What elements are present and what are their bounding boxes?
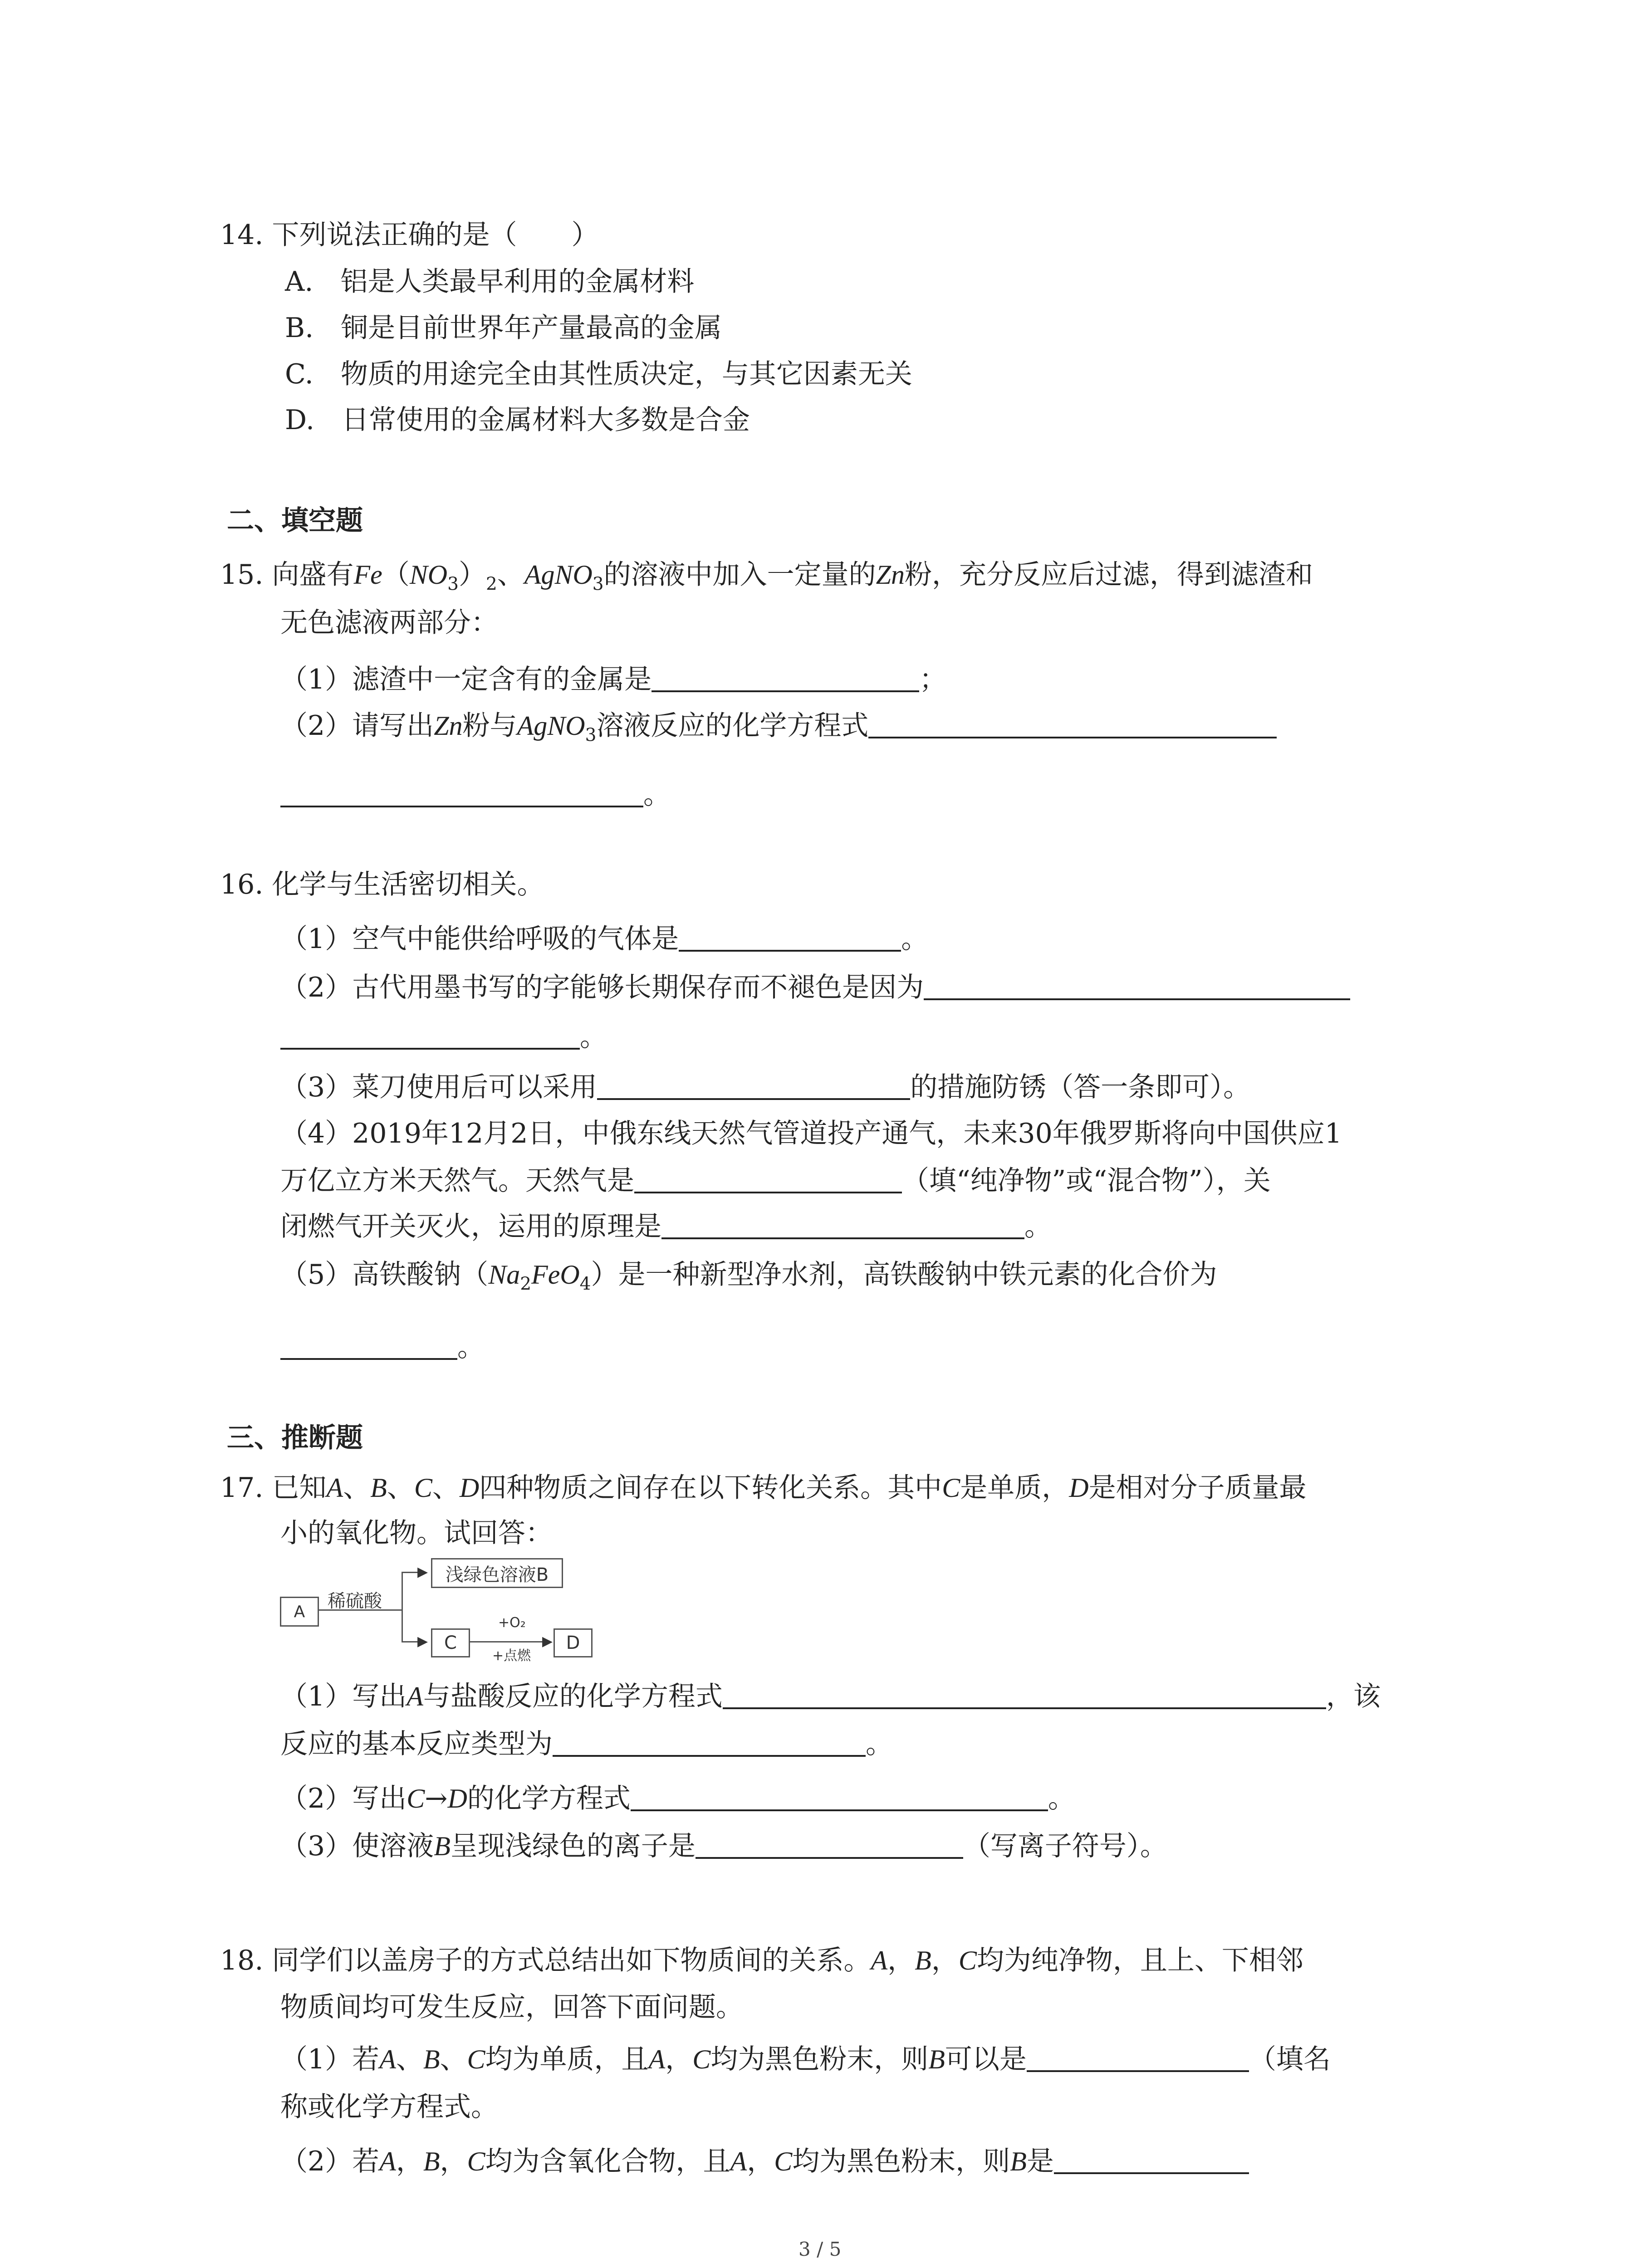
- q18-line2: 物质间均可发生反应，回答下面问题。: [280, 1991, 743, 2023]
- q16-blank-4a[interactable]: [634, 1169, 902, 1193]
- q16-part1: （1）空气中能供给呼吸的气体是 。: [280, 923, 929, 955]
- q14-option-a: A. 铝是人类最早利用的金属材料: [285, 266, 695, 298]
- q17-part2: （2）写出C→D的化学方程式 。: [280, 1783, 1075, 1814]
- q16-part4-line2: 万亿立方米天然气。天然气是 （填“纯净物”或“混合物”），关: [280, 1165, 1271, 1197]
- q18-part1-line2: 称或化学方程式。: [280, 2091, 498, 2123]
- diagram-arrow-d: [469, 1641, 548, 1642]
- q17-blank-1a[interactable]: [723, 1685, 1326, 1709]
- q16-part4-line3: 闭燃气开关灭火，运用的原理是 。: [280, 1211, 1052, 1242]
- diagram-reagent-label: 稀硫酸: [328, 1591, 382, 1612]
- q14-option-c: C. 物质的用途完全由其性质决定，与其它因素无关: [285, 358, 912, 390]
- diagram-condition-top: +O₂: [498, 1615, 526, 1631]
- q14-stem: 14. 下列说法正确的是（ ）: [220, 219, 599, 251]
- q16-blank-3[interactable]: [597, 1075, 910, 1100]
- q15-line1: 15. 向盛有$Fe(NO_3)_2$、AgNO$_3$的溶液中加入一定量的Zn粉，充分反应后过滤，得到滤渣和: [220, 559, 1313, 595]
- q16-blank-5[interactable]: [280, 1335, 457, 1360]
- diagram-branch-vertical: [402, 1572, 403, 1642]
- q16-part5: （5）高铁酸钠$(Na_2FeO_4)$是一种新型净水剂，高铁酸钠中铁元素的化合价为: [280, 1259, 1217, 1295]
- q15-part2-cont: 。: [280, 781, 671, 808]
- q15-part1: （1）滤渣中一定含有的金属是 ；: [280, 664, 947, 695]
- q15-line2: 无色滤液两部分：: [280, 607, 498, 639]
- diagram-condition-bottom: +点燃: [492, 1648, 531, 1664]
- q16-part5-cont: 。: [280, 1334, 485, 1361]
- q17-part1-line2: 反应的基本反应类型为 。: [280, 1728, 893, 1760]
- q14-option-b: B. 铜是目前世界年产量最高的金属: [285, 312, 722, 344]
- q14-option-d: D. 日常使用的金属材料大多数是合金: [285, 404, 750, 436]
- q18-blank-1[interactable]: [1027, 2048, 1249, 2072]
- q16-blank-2b[interactable]: [280, 1025, 580, 1050]
- q17-blank-3[interactable]: [696, 1834, 963, 1859]
- q16-part2-cont: 。: [280, 1023, 607, 1051]
- q17-line2: 小的氧化物。试回答：: [280, 1517, 553, 1549]
- diagram-arrowhead-b: ▶: [417, 1564, 428, 1580]
- q16-blank-2a[interactable]: [924, 976, 1350, 1000]
- section-inference-title: 三、推断题: [227, 1422, 363, 1454]
- diagram-arrowhead-c: ▶: [417, 1633, 428, 1649]
- diagram-box-c: C: [431, 1628, 470, 1657]
- q18-blank-2[interactable]: [1054, 2150, 1249, 2174]
- diagram-box-d: D: [554, 1628, 593, 1657]
- q16-part3: （3）菜刀使用后可以采用 的措施防锈（答一条即可）。: [280, 1071, 1251, 1103]
- q16-blank-1[interactable]: [679, 927, 901, 952]
- page-number: 3 / 5: [798, 2238, 842, 2260]
- q16-part4-line1: （4）2019年12月2日，中俄东线天然气管道投产通气，未来30年俄罗斯将向中国供应1: [280, 1118, 1342, 1149]
- q15-part2: （2）请写出Zn粉与AgNO$_3$溶液反应的化学方程式: [280, 712, 1277, 739]
- q15-blank-1[interactable]: [652, 668, 919, 692]
- q17-blank-2[interactable]: [631, 1787, 1048, 1811]
- q16-part2: （2）古代用墨书写的字能够长期保存而不褪色是因为: [280, 974, 1350, 1001]
- q16-blank-4b[interactable]: [661, 1215, 1024, 1239]
- section-fill-in-title: 二、填空题: [227, 505, 363, 537]
- diagram-box-a: A: [280, 1597, 319, 1627]
- q16-stem: 16. 化学与生活密切相关。: [220, 869, 544, 900]
- q18-line1: 18. 同学们以盖房子的方式总结出如下物质间的关系。A，B，C均为纯净物，且上、下相邻: [220, 1945, 1303, 1976]
- diagram-box-b: 浅绿色溶液B: [431, 1558, 563, 1588]
- q17-blank-1b[interactable]: [553, 1732, 866, 1757]
- q15-blank-2a[interactable]: [868, 714, 1277, 738]
- q18-part1: （1）若A、B、C均为单质，且A，C均为黑色粉末，则B可以是 （填名: [280, 2043, 1331, 2075]
- q15-blank-2b[interactable]: [280, 783, 643, 807]
- q18-part2: （2）若A，B，C均为含氧化合物，且A，C均为黑色粉末，则B是: [280, 2148, 1249, 2175]
- q17-part1: （1）写出A与盐酸反应的化学方程式 ，该: [280, 1681, 1381, 1712]
- q17-part3: （3）使溶液B呈现浅绿色的离子是 （写离子符号）。: [280, 1830, 1167, 1862]
- diagram-arrowhead-d: ▶: [542, 1633, 553, 1649]
- q17-line1: 17. 已知A、B、C、D四种物质之间存在以下转化关系。其中C是单质，D是相对分子质量最: [220, 1472, 1307, 1504]
